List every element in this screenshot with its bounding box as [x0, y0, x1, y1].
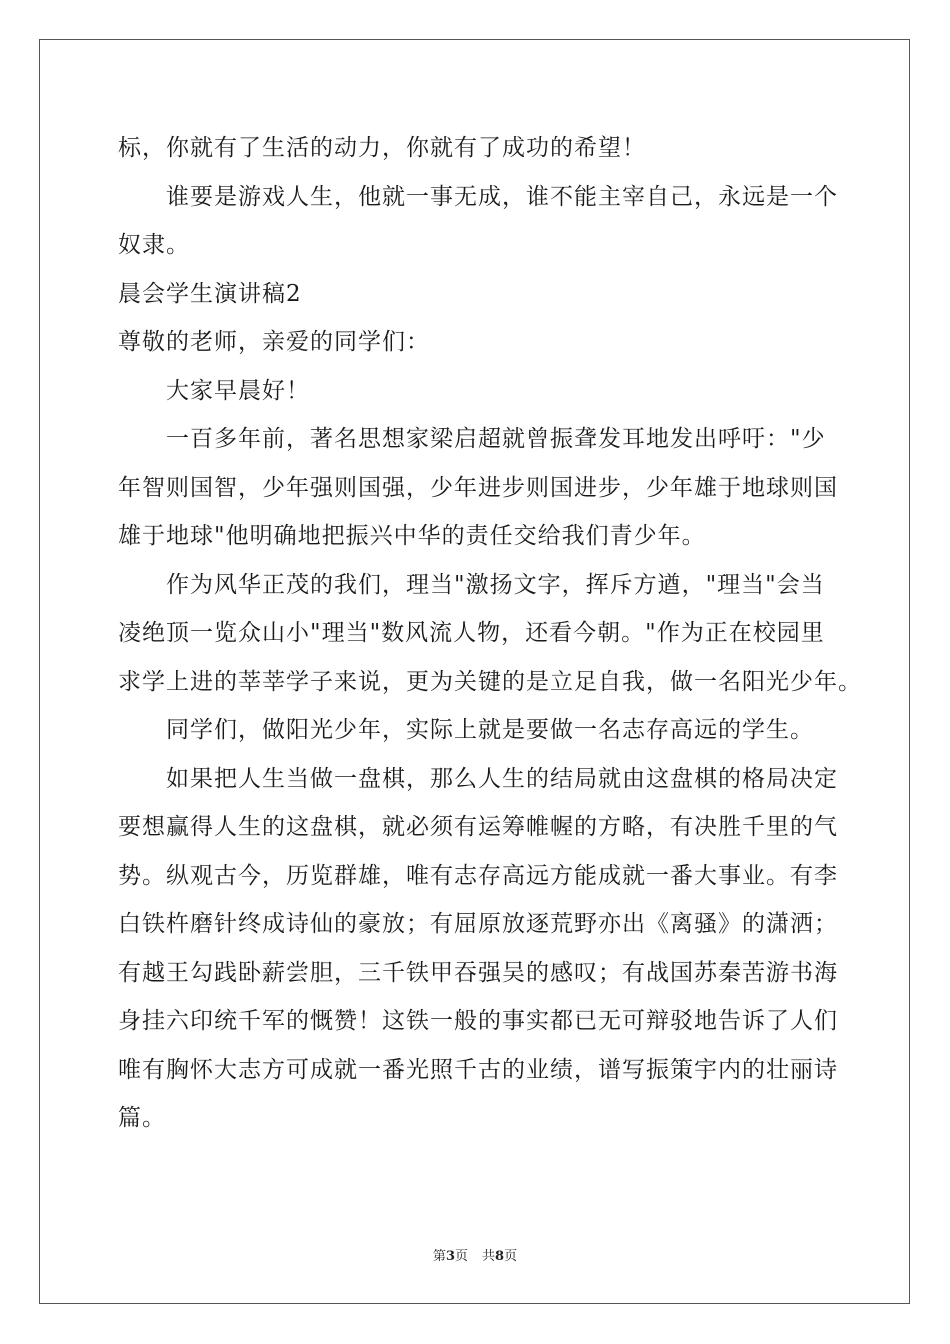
text-line: 作为风华正茂的我们，理当"激扬文字，挥斥方遒，"理当"会当 [166, 571, 825, 598]
current-page-number: 3 [445, 1249, 455, 1264]
text-line: 大家早晨好！ [166, 377, 310, 404]
total-unit: 页 [504, 1249, 518, 1264]
page-unit: 页 [454, 1249, 468, 1264]
text-line: 年智则国智，少年强则国强，少年进步则国进步，少年雄于地球则国 [118, 474, 838, 501]
text-line: 雄于地球"他明确地把振兴中华的责任交给我们青少年。 [118, 523, 706, 549]
text-line: 篇。 [118, 1105, 166, 1131]
text-line: 奴隶。 [118, 232, 190, 258]
text-line: 谁要是游戏人生，他就一事无成，谁不能主宰自己，永远是一个 [166, 183, 838, 210]
document-body [118, 124, 862, 1143]
page-footer [0, 1245, 950, 1264]
total-page-count: 8 [495, 1249, 505, 1264]
total-prefix: 共 [482, 1249, 496, 1264]
text-line: 白铁杵磨针终成诗仙的豪放；有屈原放逐荒野亦出《离骚》的潇洒； [118, 911, 838, 937]
text-line: 同学们，做阳光少年，实际上就是要做一名志存高远的学生。 [166, 717, 814, 743]
text-line: 身挂六印统千军的慨赞！这铁一般的事实都已无可辩驳地告诉了人们 [118, 1008, 838, 1034]
text-line: 如果把人生当做一盘棋，那么人生的结局就由这盘棋的格局决定 [166, 765, 838, 792]
section-title: 晨会学生演讲稿2 [118, 280, 302, 307]
text-line: 势。纵观古今，历览群雄，唯有志存高远方能成就一番大事业。有李 [118, 862, 838, 889]
text-line: 求学上进的莘莘学子来说，更为关键的是立足自我，做一名阳光少年。 [118, 668, 862, 695]
text-line: 唯有胸怀大志方可成就一番光照千古的业绩，谱写振策宇内的壮丽诗 [118, 1056, 838, 1083]
salutation: 尊敬的老师，亲爱的同学们： [118, 329, 430, 355]
text-line: 有越王勾践卧薪尝胆，三千铁甲吞强吴的感叹；有战国苏秦苦游书海 [118, 959, 838, 986]
text-line: 凌绝顶一览众山小"理当"数风流人物，还看今朝。"作为正在校园里 [118, 620, 825, 646]
page-prefix: 第 [432, 1249, 446, 1264]
text-line: 一百多年前，著名思想家梁启超就曾振聋发耳地发出呼吁："少 [166, 426, 826, 452]
text-line: 标，你就有了生活的动力，你就有了成功的希望！ [118, 135, 646, 161]
text-line: 要想赢得人生的这盘棋，就必须有运筹帷幄的方略，有决胜千里的气 [118, 814, 838, 840]
